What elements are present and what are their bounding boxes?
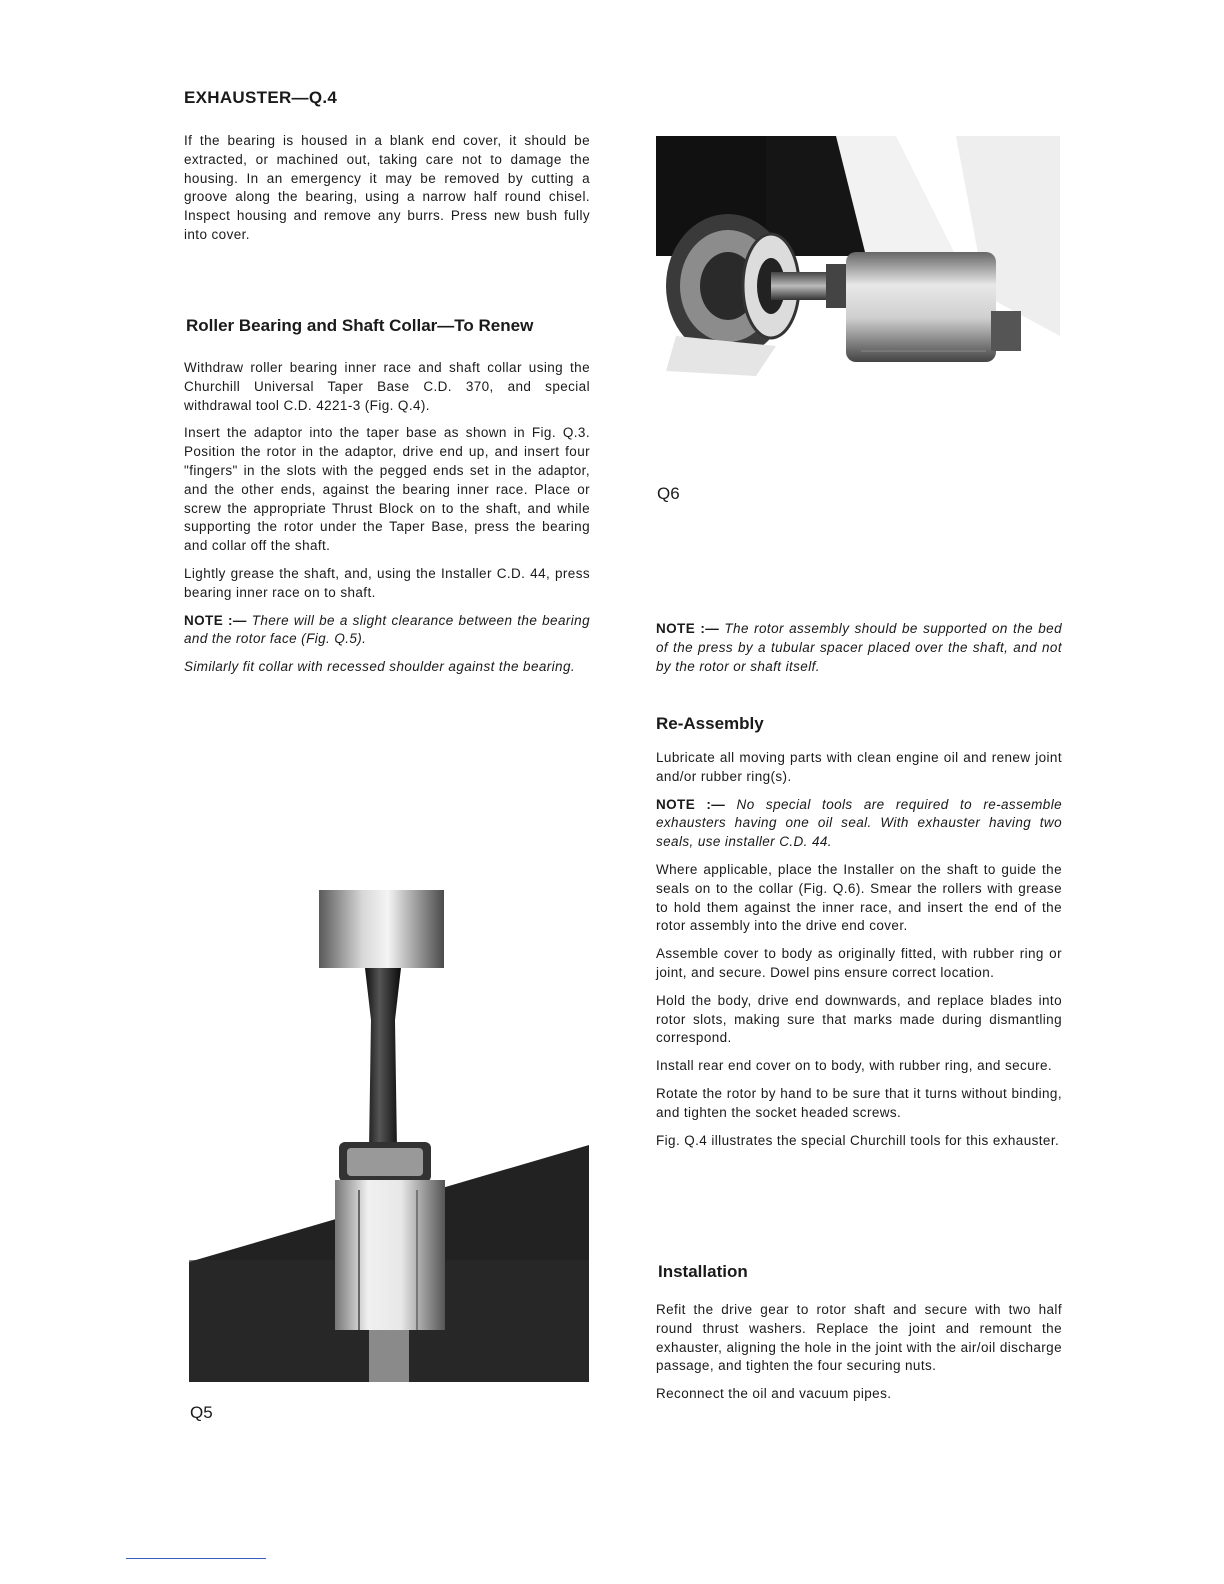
installation-section: [656, 1301, 1062, 1404]
adaptor-paragraph: Insert the adaptor into the taper base as shown in Fig. Q.3. Position the rotor in the adaptor, drive end up, and insert four "fingers" in the slots with the pegged ends set in the adaptor, and the other ends, against the bearing inner race. Place or screw the appropriate Thrust Block on to the shaft, and while supporting the rotor under the Taper Base, press the bearing and collar off the shaft.: [184, 425, 590, 554]
figure-q6-caption: Q6: [657, 484, 680, 503]
reassembly-section: [656, 749, 1062, 1150]
reassembly-heading: Re-Assembly: [656, 714, 764, 733]
special-tools-note: [656, 796, 1062, 852]
note-text: The rotor assembly should be supported on the bed of the press by a tubular spacer placed over the shaft, and not by the rotor or shaft itself.: [656, 621, 1062, 674]
hold-body-paragraph: Hold the body, drive end downwards, and replace blades into rotor slots, making sure that marks made during dismantling correspond.: [656, 992, 1062, 1046]
installation-heading: Installation: [658, 1262, 748, 1281]
clearance-note: [184, 612, 590, 650]
churchill-tools-paragraph: Fig. Q.4 illustrates the special Churchill tools for this exhauster.: [656, 1132, 1060, 1148]
note-label: NOTE :—: [184, 612, 247, 628]
reconnect-paragraph: Reconnect the oil and vacuum pipes.: [656, 1386, 892, 1402]
figure-q5-photo: [189, 890, 589, 1382]
note-label: NOTE :—: [656, 796, 726, 812]
installer-paragraph: Where applicable, place the Installer on the shaft to guide the seals on to the collar (Fig. Q.6). Smear the rollers with grease to hold them against the inner race, and insert the end of the rotor assembly into the drive end cover.: [656, 861, 1062, 934]
refit-gear-paragraph: Refit the drive gear to rotor shaft and secure with two half round thrust washers. Replace the joint and remount the exhauster, aligning the hole in the joint with the air/oil discharge passage, and tighten the four securing nuts.: [656, 1302, 1062, 1374]
rotate-rotor-paragraph: Rotate the rotor by hand to be sure that it turns without binding, and tighten the socket headed screws.: [656, 1085, 1062, 1120]
grease-paragraph: Lightly grease the shaft, and, using the Installer C.D. 44, press bearing inner race on to shaft.: [184, 565, 590, 600]
roller-bearing-section: [184, 359, 590, 677]
note-text: No special tools are required to re-assemble exhausters having one oil seal. With exhauster having two seals, use installer C.D. 44.: [656, 796, 1062, 850]
rotor-support-note: [656, 620, 1062, 676]
lubricate-paragraph: Lubricate all moving parts with clean engine oil and renew joint and/or rubber ring(s).: [656, 750, 1062, 784]
figure-q6-photo: [656, 136, 1060, 406]
intro-paragraph: If the bearing is housed in a blank end cover, it should be extracted, or machined out, taking care not to damage the housing. In an emergency it may be removed by cutting a groove along the bearing, using a narrow half round chisel. Inspect housing and remove any burrs. Press new bush fully into cover.: [184, 133, 590, 242]
footer-rule: [126, 1558, 266, 1559]
rotor-support-note-section: [656, 620, 1062, 676]
intro-section: [184, 132, 590, 245]
rear-cover-paragraph: Install rear end cover on to body, with rubber ring, and secure.: [656, 1058, 1053, 1074]
withdraw-paragraph: Withdraw roller bearing inner race and shaft collar using the Churchill Universal Taper Base C.D. 370, and special withdrawal tool C.D. 4221-3 (Fig. Q.4).: [184, 360, 590, 413]
collar-paragraph: Similarly fit collar with recessed shoulder against the bearing.: [184, 659, 576, 675]
figure-q5-caption: Q5: [190, 1403, 213, 1422]
assemble-cover-paragraph: Assemble cover to body as originally fitted, with rubber ring or joint, and secure. Dowel pins ensure correct location.: [656, 946, 1062, 980]
page-title: EXHAUSTER—Q.4: [184, 88, 338, 107]
note-text: There will be a slight clearance between the bearing and the rotor face (Fig. Q.5).: [184, 612, 590, 647]
note-label: NOTE :—: [656, 621, 720, 636]
roller-bearing-heading: Roller Bearing and Shaft Collar—To Renew: [186, 316, 534, 335]
